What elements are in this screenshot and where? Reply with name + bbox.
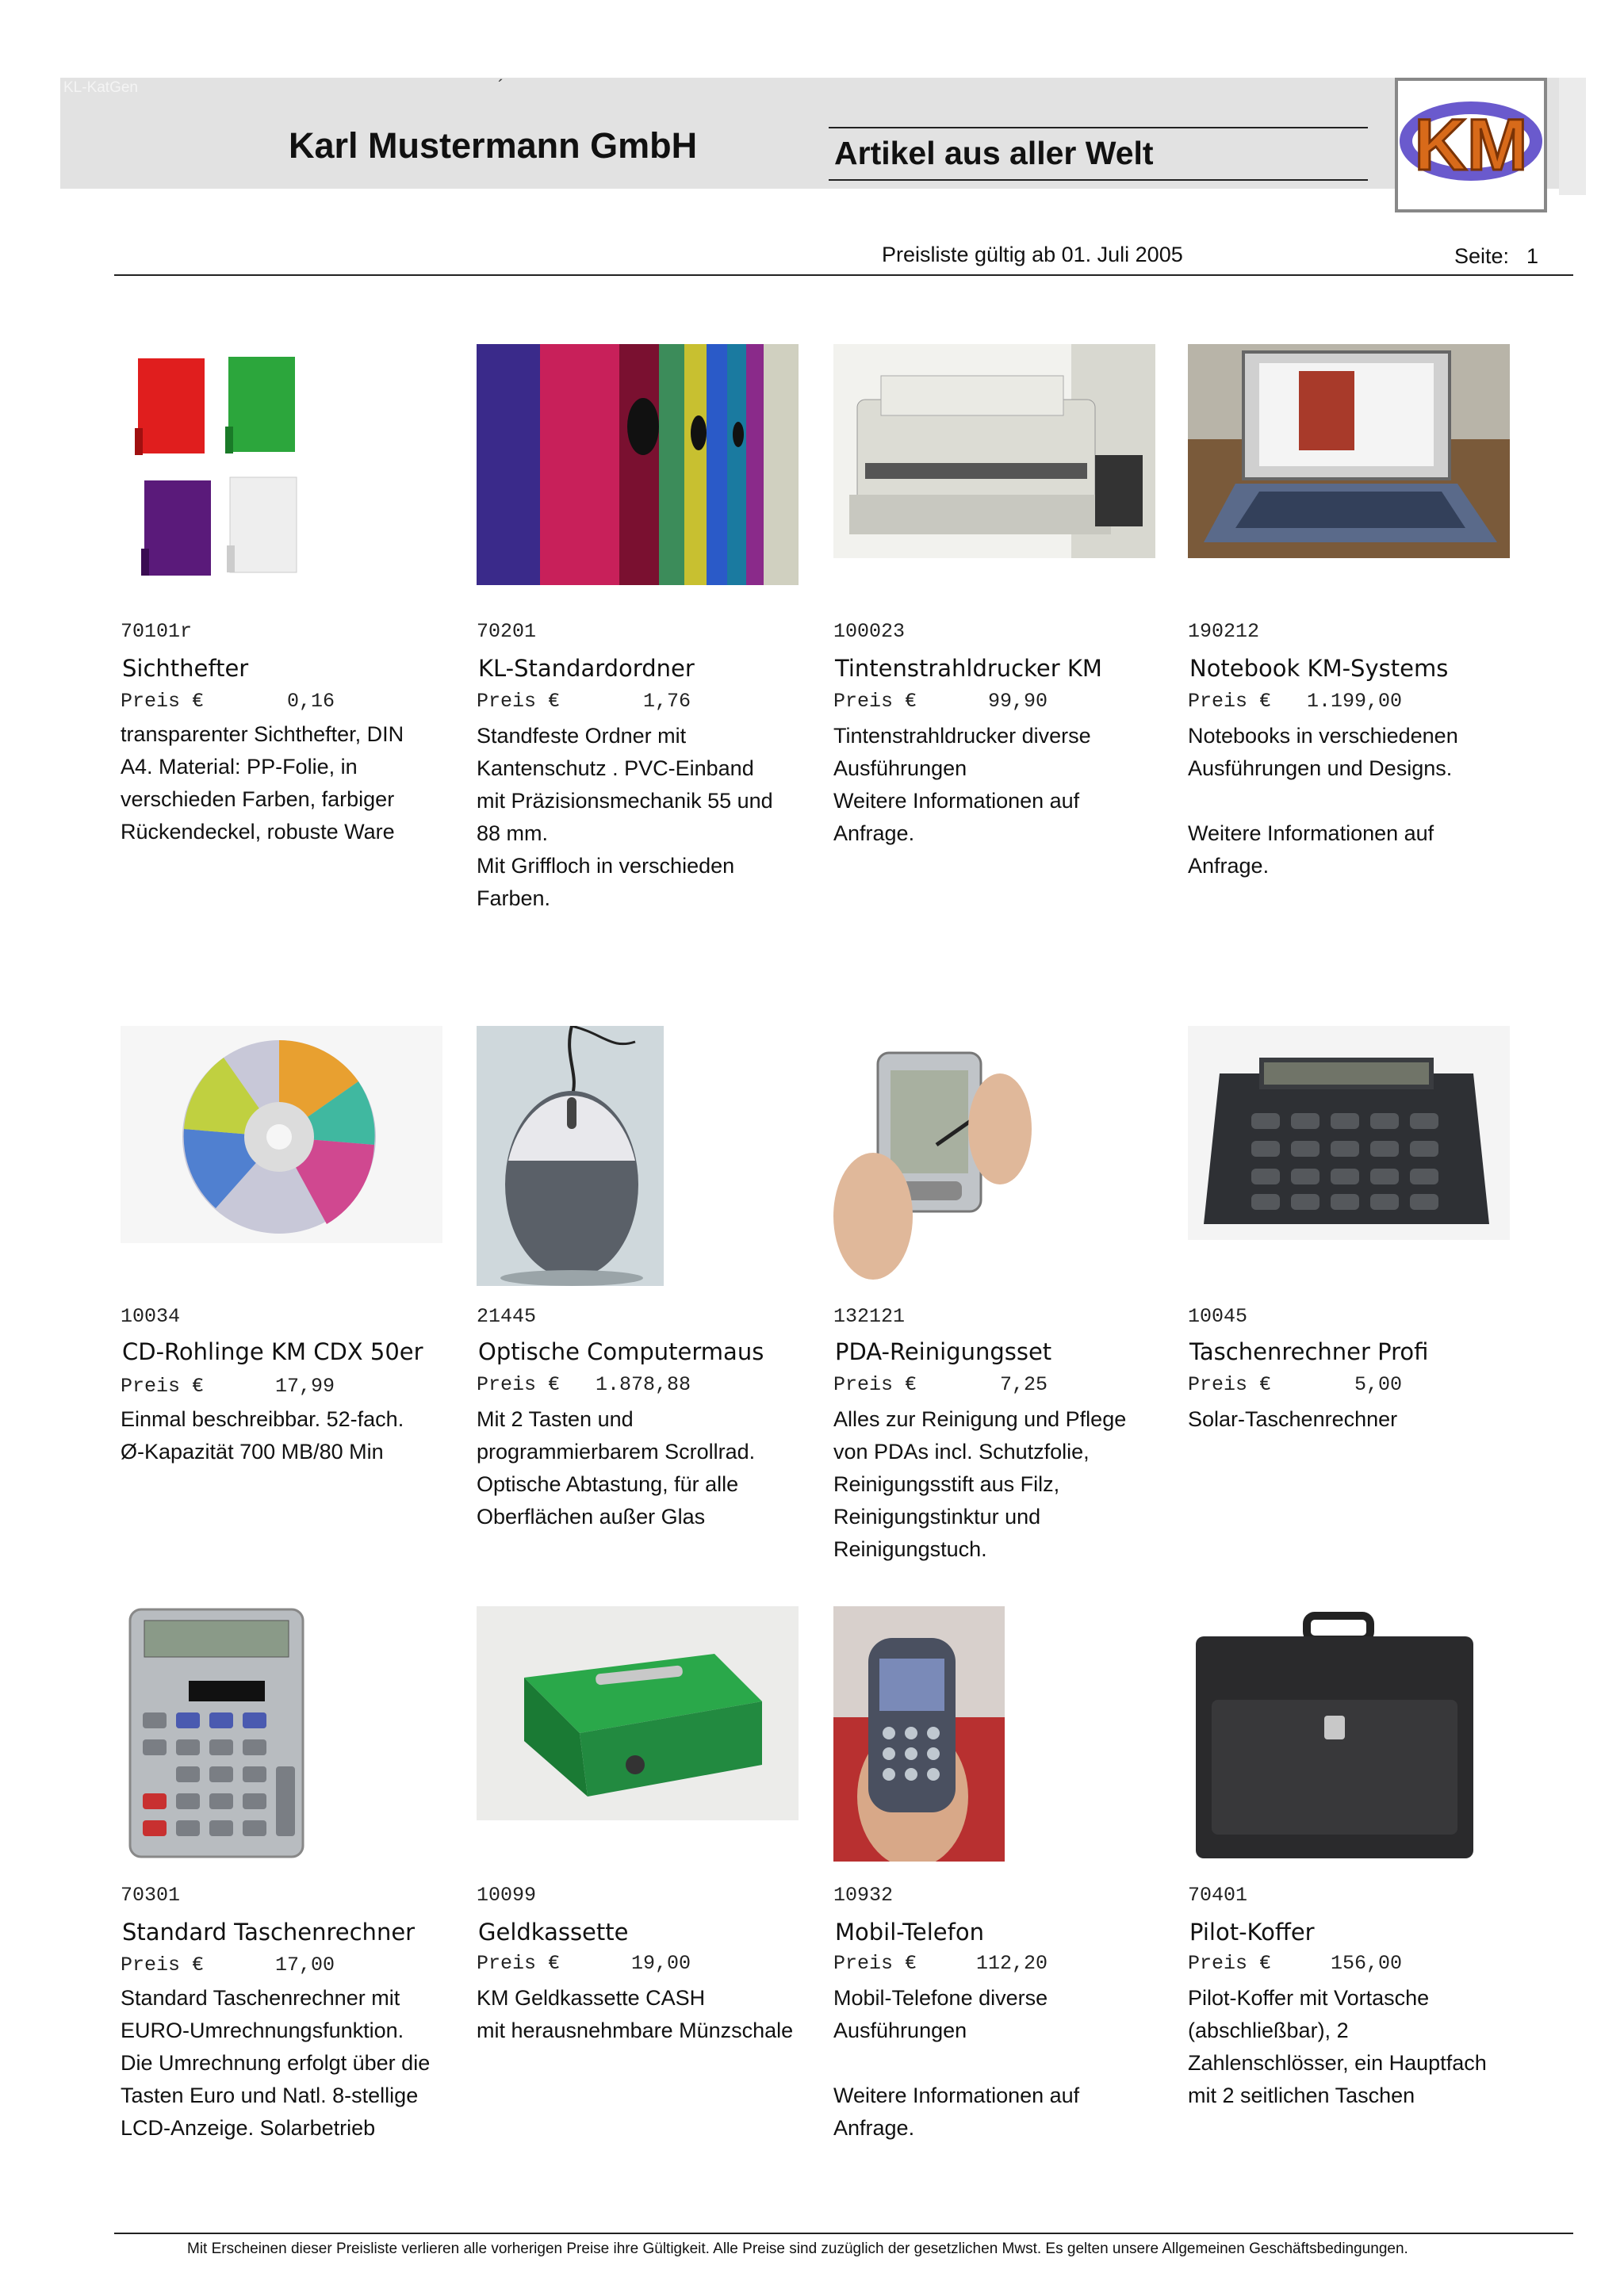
desc-line: Ausführungen und Designs.: [1188, 756, 1453, 780]
product-price-row: [121, 1375, 335, 1398]
desc-line: Rückendeckel, robuste Ware: [121, 820, 395, 844]
desc-line: Optische Abtastung, für alle: [477, 1472, 739, 1496]
desc-line: Kantenschutz . PVC-Einband: [477, 756, 754, 780]
company-logo: [1395, 78, 1547, 212]
product-name: PDA-Reinigungsset: [835, 1338, 1052, 1365]
product-code: 10099: [477, 1884, 537, 1907]
product-name: Tintenstrahldrucker KM: [835, 655, 1102, 682]
desc-line: mit 2 seitlichen Taschen: [1188, 2084, 1415, 2107]
product-price: 0,16: [286, 690, 335, 713]
product-description: [121, 718, 469, 848]
desc-line: 88 mm.: [477, 821, 549, 845]
price-label: Preis €: [477, 1373, 561, 1396]
desc-line: Oberflächen außer Glas: [477, 1505, 706, 1529]
desc-line: Alles zur Reinigung und Pflege: [833, 1407, 1127, 1431]
product-price-row: [477, 1952, 691, 1975]
desc-line: LCD-Anzeige. Solarbetrieb: [121, 2116, 376, 2140]
product-image: [477, 1606, 799, 1820]
desc-line: Tasten Euro und Natl. 8-stellige: [121, 2084, 419, 2107]
desc-line: Einmal beschreibbar. 52-fach.: [121, 1407, 404, 1431]
page-indicator: [1454, 244, 1556, 269]
stray-mark: ´: [498, 76, 504, 96]
price-label: Preis €: [121, 1954, 205, 1976]
catalog-title: Artikel aus aller Welt: [834, 135, 1154, 171]
product-image: [477, 1026, 664, 1286]
product-code: 10034: [121, 1305, 181, 1328]
product-name: Sichthefter: [122, 655, 249, 682]
logo-letters: KM: [1414, 105, 1528, 186]
product-code: 70401: [1188, 1884, 1248, 1907]
product-description: [1188, 720, 1537, 882]
desc-line: Mit 2 Tasten und: [477, 1407, 634, 1431]
product-name: Notebook KM-Systems: [1189, 655, 1449, 682]
product-price: 1.199,00: [1306, 690, 1402, 713]
product-price-row: [1188, 1373, 1402, 1396]
product-code: 190212: [1188, 620, 1260, 643]
desc-line: Notebooks in verschiedenen: [1188, 724, 1458, 748]
desc-line: mit Präzisionsmechanik 55 und: [477, 789, 773, 813]
product-image: [121, 1605, 314, 1862]
product-image: [1188, 1026, 1510, 1240]
desc-line: verschieden Farben, farbiger: [121, 787, 395, 811]
generator-tag: KL-KatGen: [63, 79, 138, 96]
desc-line: EURO-Umrechnungsfunktion.: [121, 2019, 404, 2042]
desc-line: Ausführungen: [833, 756, 967, 780]
price-label: Preis €: [477, 690, 561, 713]
desc-line: Mit Griffloch in verschieden: [477, 854, 735, 878]
product-code: 70301: [121, 1884, 181, 1907]
product-price: 7,25: [999, 1373, 1048, 1396]
product-price: 5,00: [1354, 1373, 1402, 1396]
price-label: Preis €: [1188, 690, 1272, 713]
product-description: [833, 720, 1182, 850]
desc-line: Weitere Informationen auf: [833, 2084, 1080, 2107]
price-label: Preis €: [1188, 1373, 1272, 1396]
product-price: 1,76: [642, 690, 691, 713]
product-name: Optische Computermaus: [478, 1338, 764, 1365]
desc-line: Anfrage.: [833, 2116, 915, 2140]
product-price: 156,00: [1330, 1952, 1402, 1975]
product-description: [477, 720, 825, 915]
product-price-row: [121, 1954, 335, 1976]
desc-line: Pilot-Koffer mit Vortasche: [1188, 1986, 1430, 2010]
footer-note: Mit Erscheinen dieser Preisliste verlieren alle vorherigen Preise ihre Gültigkeit. Alle Preise sind zuzüglich der gesetzlichen Mwst. Es gelten unsere Allgemeinen Geschäftsbedingungen.: [187, 2241, 1408, 2257]
product-image: [1188, 1605, 1481, 1862]
product-name: CD-Rohlinge KM CDX 50er: [122, 1338, 423, 1365]
product-description: [477, 1403, 825, 1533]
desc-line: A4. Material: PP-Folie, in: [121, 755, 358, 779]
product-price-row: [121, 690, 335, 713]
desc-line: Standard Taschenrechner mit: [121, 1986, 400, 2010]
desc-line: Standfeste Ordner mit: [477, 724, 687, 748]
product-name: Taschenrechner Profi: [1189, 1338, 1429, 1365]
desc-line: Ausführungen: [833, 2019, 967, 2042]
product-description: [833, 1982, 1182, 2145]
product-name: KL-Standardordner: [478, 655, 695, 682]
desc-line: Farben.: [477, 886, 551, 910]
desc-line: programmierbarem Scrollrad.: [477, 1440, 756, 1464]
product-image: [121, 341, 311, 587]
product-price-row: [833, 690, 1048, 713]
desc-line: Reinigungstinktur und: [833, 1505, 1041, 1529]
product-image: [1188, 344, 1510, 558]
product-name: Standard Taschenrechner: [122, 1919, 416, 1946]
validity-date: Preisliste gültig ab 01. Juli 2005: [882, 243, 1183, 266]
price-label: Preis €: [477, 1952, 561, 1975]
desc-line: Die Umrechnung erfolgt über die: [121, 2051, 431, 2075]
product-price-row: [833, 1952, 1048, 1975]
desc-line: Mobil-Telefone diverse: [833, 1986, 1048, 2010]
desc-line: Weitere Informationen auf: [833, 789, 1080, 813]
product-description: [121, 1403, 469, 1468]
product-code: 70201: [477, 620, 537, 643]
desc-line: mit herausnehmbare Münzschale: [477, 2019, 794, 2042]
product-name: Geldkassette: [478, 1919, 629, 1946]
desc-line: Solar-Taschenrechner: [1188, 1407, 1398, 1431]
desc-line: [1188, 785, 1537, 817]
desc-line: KM Geldkassette CASH: [477, 1986, 706, 2010]
product-price: 19,00: [630, 1952, 691, 1975]
header-band-edge: [1559, 78, 1586, 195]
product-description: [121, 1982, 469, 2145]
product-code: 132121: [833, 1305, 906, 1328]
header-rule: [114, 274, 1573, 276]
product-image: [121, 1026, 442, 1243]
product-price-row: [833, 1373, 1048, 1396]
product-description: [1188, 1982, 1537, 2112]
product-image: [833, 344, 1155, 558]
product-code: 70101r: [121, 620, 193, 643]
product-image: [833, 1026, 1043, 1286]
company-name: Karl Mustermann GmbH: [289, 125, 698, 166]
product-image: [477, 344, 799, 585]
product-price-row: [477, 690, 691, 713]
product-description: [1188, 1403, 1537, 1436]
desc-line: Weitere Informationen auf: [1188, 821, 1434, 845]
footer-rule: [114, 2233, 1573, 2234]
product-description: [833, 1403, 1182, 1566]
product-price: 17,99: [274, 1375, 335, 1398]
product-price: 1.878,88: [595, 1373, 691, 1396]
desc-line: Anfrage.: [833, 821, 915, 845]
product-price-row: [477, 1373, 691, 1396]
price-label: Preis €: [833, 690, 917, 713]
product-price: 99,90: [987, 690, 1048, 713]
desc-line: Anfrage.: [1188, 854, 1270, 878]
desc-line: Tintenstrahldrucker diverse: [833, 724, 1091, 748]
product-name: Pilot-Koffer: [1189, 1919, 1315, 1946]
product-name: Mobil-Telefon: [835, 1919, 984, 1946]
product-price: 112,20: [975, 1952, 1048, 1975]
desc-line: (abschließbar), 2: [1188, 2019, 1349, 2042]
page-number: 1: [1526, 244, 1539, 268]
page-label: Seite:: [1454, 244, 1510, 268]
desc-line: transparenter Sichthefter, DIN: [121, 722, 404, 746]
product-code: 10045: [1188, 1305, 1248, 1328]
desc-line: Ø-Kapazität 700 MB/80 Min: [121, 1440, 384, 1464]
desc-line: Reinigungsstift aus Filz,: [833, 1472, 1060, 1496]
product-code: 100023: [833, 620, 906, 643]
product-price-row: [1188, 690, 1402, 713]
price-label: Preis €: [833, 1952, 917, 1975]
price-label: Preis €: [121, 1375, 205, 1398]
product-code: 10932: [833, 1884, 894, 1907]
product-code: 21445: [477, 1305, 537, 1328]
price-label: Preis €: [121, 690, 205, 713]
product-price: 17,00: [274, 1954, 335, 1976]
product-price-row: [1188, 1952, 1402, 1975]
product-image: [833, 1606, 1005, 1862]
desc-line: [833, 2047, 1182, 2080]
desc-line: Zahlenschlösser, ein Hauptfach: [1188, 2051, 1487, 2075]
price-label: Preis €: [1188, 1952, 1272, 1975]
desc-line: Reinigungstuch.: [833, 1537, 987, 1561]
product-description: [477, 1982, 825, 2047]
price-label: Preis €: [833, 1373, 917, 1396]
desc-line: von PDAs incl. Schutzfolie,: [833, 1440, 1090, 1464]
